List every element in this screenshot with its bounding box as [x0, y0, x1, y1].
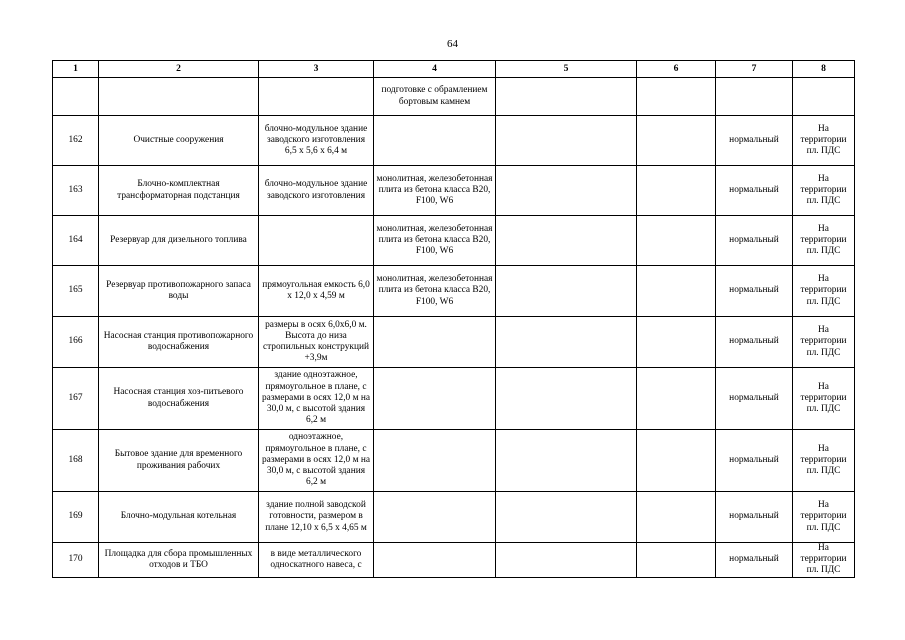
object-name: Блочно-комплектная трансформаторная подстанция — [99, 166, 259, 216]
row-number: 169 — [53, 492, 99, 543]
object-dimensions: размеры в осях 6,0х6,0 м. Высота до низа стропильных конструкций +3,9м — [259, 317, 374, 368]
table-row — [53, 116, 855, 166]
foundation-material — [374, 368, 496, 430]
column-6-cell — [637, 78, 716, 116]
table-row — [53, 430, 855, 492]
foundation-material: монолитная, железобетонная плита из бетона класса В20, F100, W6 — [374, 216, 496, 266]
column-5-cell — [496, 317, 637, 368]
row-number: 162 — [53, 116, 99, 166]
location: На территории пл. ПДС — [793, 368, 855, 430]
column-5-cell — [496, 430, 637, 492]
condition-status: нормальный — [716, 368, 793, 430]
column-header: 1 — [53, 61, 99, 78]
row-number: 167 — [53, 368, 99, 430]
object-dimensions: блочно-модульное здание заводского изготовления — [259, 166, 374, 216]
objects-table — [52, 60, 855, 578]
object-dimensions: в виде металлического односкатного навеса, с — [259, 543, 374, 578]
table-row — [53, 492, 855, 543]
condition-status: нормальный — [716, 166, 793, 216]
object-dimensions: здание полной заводской готовности, размером в плане 12,10 х 6,5 х 4,65 м — [259, 492, 374, 543]
object-name: Блочно-модульная котельная — [99, 492, 259, 543]
column-6-cell — [637, 116, 716, 166]
column-6-cell — [637, 430, 716, 492]
column-6-cell — [637, 216, 716, 266]
column-5-cell — [496, 368, 637, 430]
table-row — [53, 266, 855, 317]
column-header: 6 — [637, 61, 716, 78]
object-name: Насосная станция хоз-питьевого водоснабжения — [99, 368, 259, 430]
column-5-cell — [496, 116, 637, 166]
column-5-cell — [496, 492, 637, 543]
object-name: Очистные сооружения — [99, 116, 259, 166]
condition-status: нормальный — [716, 116, 793, 166]
table-row — [53, 216, 855, 266]
location: На территории пл. ПДС — [793, 116, 855, 166]
column-6-cell — [637, 317, 716, 368]
condition-status — [716, 78, 793, 116]
column-header: 5 — [496, 61, 637, 78]
object-name: Площадка для сбора промышленных отходов и ТБО — [99, 543, 259, 578]
condition-status: нормальный — [716, 266, 793, 317]
table-row — [53, 368, 855, 430]
row-number: 168 — [53, 430, 99, 492]
location: На территории пл. ПДС — [793, 266, 855, 317]
object-name: Насосная станция противопожарного водоснабжения — [99, 317, 259, 368]
foundation-material — [374, 430, 496, 492]
foundation-material: подготовке с обрамлением бортовым камнем — [374, 78, 496, 116]
condition-status: нормальный — [716, 430, 793, 492]
condition-status: нормальный — [716, 216, 793, 266]
object-name — [99, 78, 259, 116]
object-dimensions — [259, 78, 374, 116]
location: На территории пл. ПДС — [793, 317, 855, 368]
object-dimensions: прямоугольная емкость 6,0 х 12,0 х 4,59 м — [259, 266, 374, 317]
table-row — [53, 166, 855, 216]
table-row — [53, 317, 855, 368]
foundation-material: монолитная, железобетонная плита из бетона класса В20, F100, W6 — [374, 166, 496, 216]
row-number: 170 — [53, 543, 99, 578]
object-dimensions: одноэтажное, прямоугольное в плане, с размерами в осях 12,0 м на 30,0 м, с высотой здания 6,2 м — [259, 430, 374, 492]
object-dimensions: блочно-модульное здание заводского изготовления 6,5 х 5,6 х 6,4 м — [259, 116, 374, 166]
column-5-cell — [496, 216, 637, 266]
row-number — [53, 78, 99, 116]
object-name: Бытовое здание для временного проживания рабочих — [99, 430, 259, 492]
row-number: 164 — [53, 216, 99, 266]
row-number: 163 — [53, 166, 99, 216]
foundation-material: монолитная, железобетонная плита из бетона класса В20, F100, W6 — [374, 266, 496, 317]
column-header: 2 — [99, 61, 259, 78]
row-number: 166 — [53, 317, 99, 368]
object-name: Резервуар противопожарного запаса воды — [99, 266, 259, 317]
column-header: 8 — [793, 61, 855, 78]
location: На территории пл. ПДС — [793, 216, 855, 266]
table-row — [53, 543, 855, 578]
column-header: 3 — [259, 61, 374, 78]
column-5-cell — [496, 166, 637, 216]
column-header: 4 — [374, 61, 496, 78]
condition-status: нормальный — [716, 317, 793, 368]
column-5-cell — [496, 78, 637, 116]
location: На территории пл. ПДС — [793, 430, 855, 492]
location — [793, 78, 855, 116]
object-dimensions — [259, 216, 374, 266]
object-dimensions: здание одноэтажное, прямоугольное в плане, с размерами в осях 12,0 м на 30,0 м, с высотой здания 6,2 м — [259, 368, 374, 430]
column-5-cell — [496, 266, 637, 317]
page-number: 64 — [447, 38, 458, 50]
object-name: Резервуар для дизельного топлива — [99, 216, 259, 266]
location: На территории пл. ПДС — [793, 543, 855, 578]
column-6-cell — [637, 543, 716, 578]
column-5-cell — [496, 543, 637, 578]
table-header-row — [53, 61, 855, 78]
foundation-material — [374, 116, 496, 166]
foundation-material — [374, 492, 496, 543]
condition-status: нормальный — [716, 492, 793, 543]
location: На территории пл. ПДС — [793, 166, 855, 216]
column-6-cell — [637, 368, 716, 430]
column-header: 7 — [716, 61, 793, 78]
row-number: 165 — [53, 266, 99, 317]
column-6-cell — [637, 492, 716, 543]
foundation-material — [374, 317, 496, 368]
foundation-material — [374, 543, 496, 578]
condition-status: нормальный — [716, 543, 793, 578]
location: На территории пл. ПДС — [793, 492, 855, 543]
table-row — [53, 78, 855, 116]
column-6-cell — [637, 266, 716, 317]
column-6-cell — [637, 166, 716, 216]
